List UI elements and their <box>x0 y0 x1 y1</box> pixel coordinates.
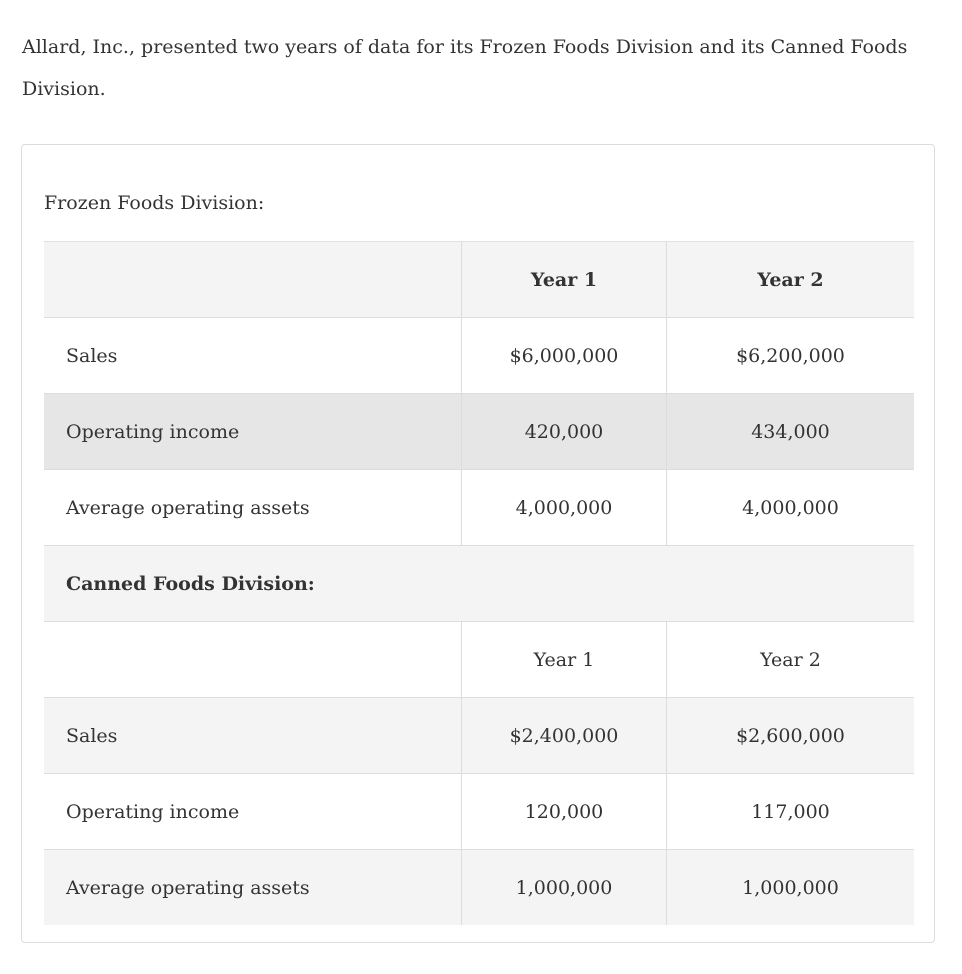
table-row <box>44 773 914 849</box>
row-label: Operating income <box>66 420 240 443</box>
canned-division-title: Canned Foods Division: <box>66 572 315 595</box>
row-year2-value: 1,000,000 <box>666 850 914 925</box>
frozen-division-title: Frozen Foods Division: <box>44 192 265 214</box>
row-year1-value: 1,000,000 <box>461 850 666 925</box>
canned-header-year2: Year 2 <box>666 622 914 697</box>
row-year2-value: 4,000,000 <box>666 470 914 545</box>
row-year1-value: 4,000,000 <box>461 470 666 545</box>
frozen-header-year1: Year 1 <box>461 242 666 317</box>
canned-division-title-row <box>44 545 914 621</box>
row-year2-value: $2,600,000 <box>666 698 914 773</box>
row-year1-value: $2,400,000 <box>461 698 666 773</box>
canned-header-blank <box>44 622 461 697</box>
row-label: Average operating assets <box>66 876 310 899</box>
intro-text: Allard, Inc., presented two years of data for its Frozen Foods Division and its Canned Foods Division. <box>22 36 908 100</box>
row-label: Average operating assets <box>66 496 310 519</box>
frozen-header-blank <box>44 242 461 317</box>
table-row <box>44 469 914 545</box>
canned-header-year1: Year 1 <box>461 622 666 697</box>
table-row <box>44 849 914 925</box>
frozen-header-year2: Year 2 <box>666 242 914 317</box>
row-label: Sales <box>66 344 118 367</box>
row-label: Sales <box>66 724 118 747</box>
table-row <box>44 393 914 469</box>
row-label: Operating income <box>66 800 240 823</box>
row-year2-value: 117,000 <box>666 774 914 849</box>
row-year1-value: 120,000 <box>461 774 666 849</box>
canned-header-row <box>44 621 914 697</box>
division-data-table <box>44 241 914 925</box>
row-year1-value: 420,000 <box>461 394 666 469</box>
row-year1-value: $6,000,000 <box>461 318 666 393</box>
row-year2-value: $6,200,000 <box>666 318 914 393</box>
row-year2-value: 434,000 <box>666 394 914 469</box>
table-row <box>44 317 914 393</box>
frozen-header-row <box>44 241 914 317</box>
table-row <box>44 697 914 773</box>
